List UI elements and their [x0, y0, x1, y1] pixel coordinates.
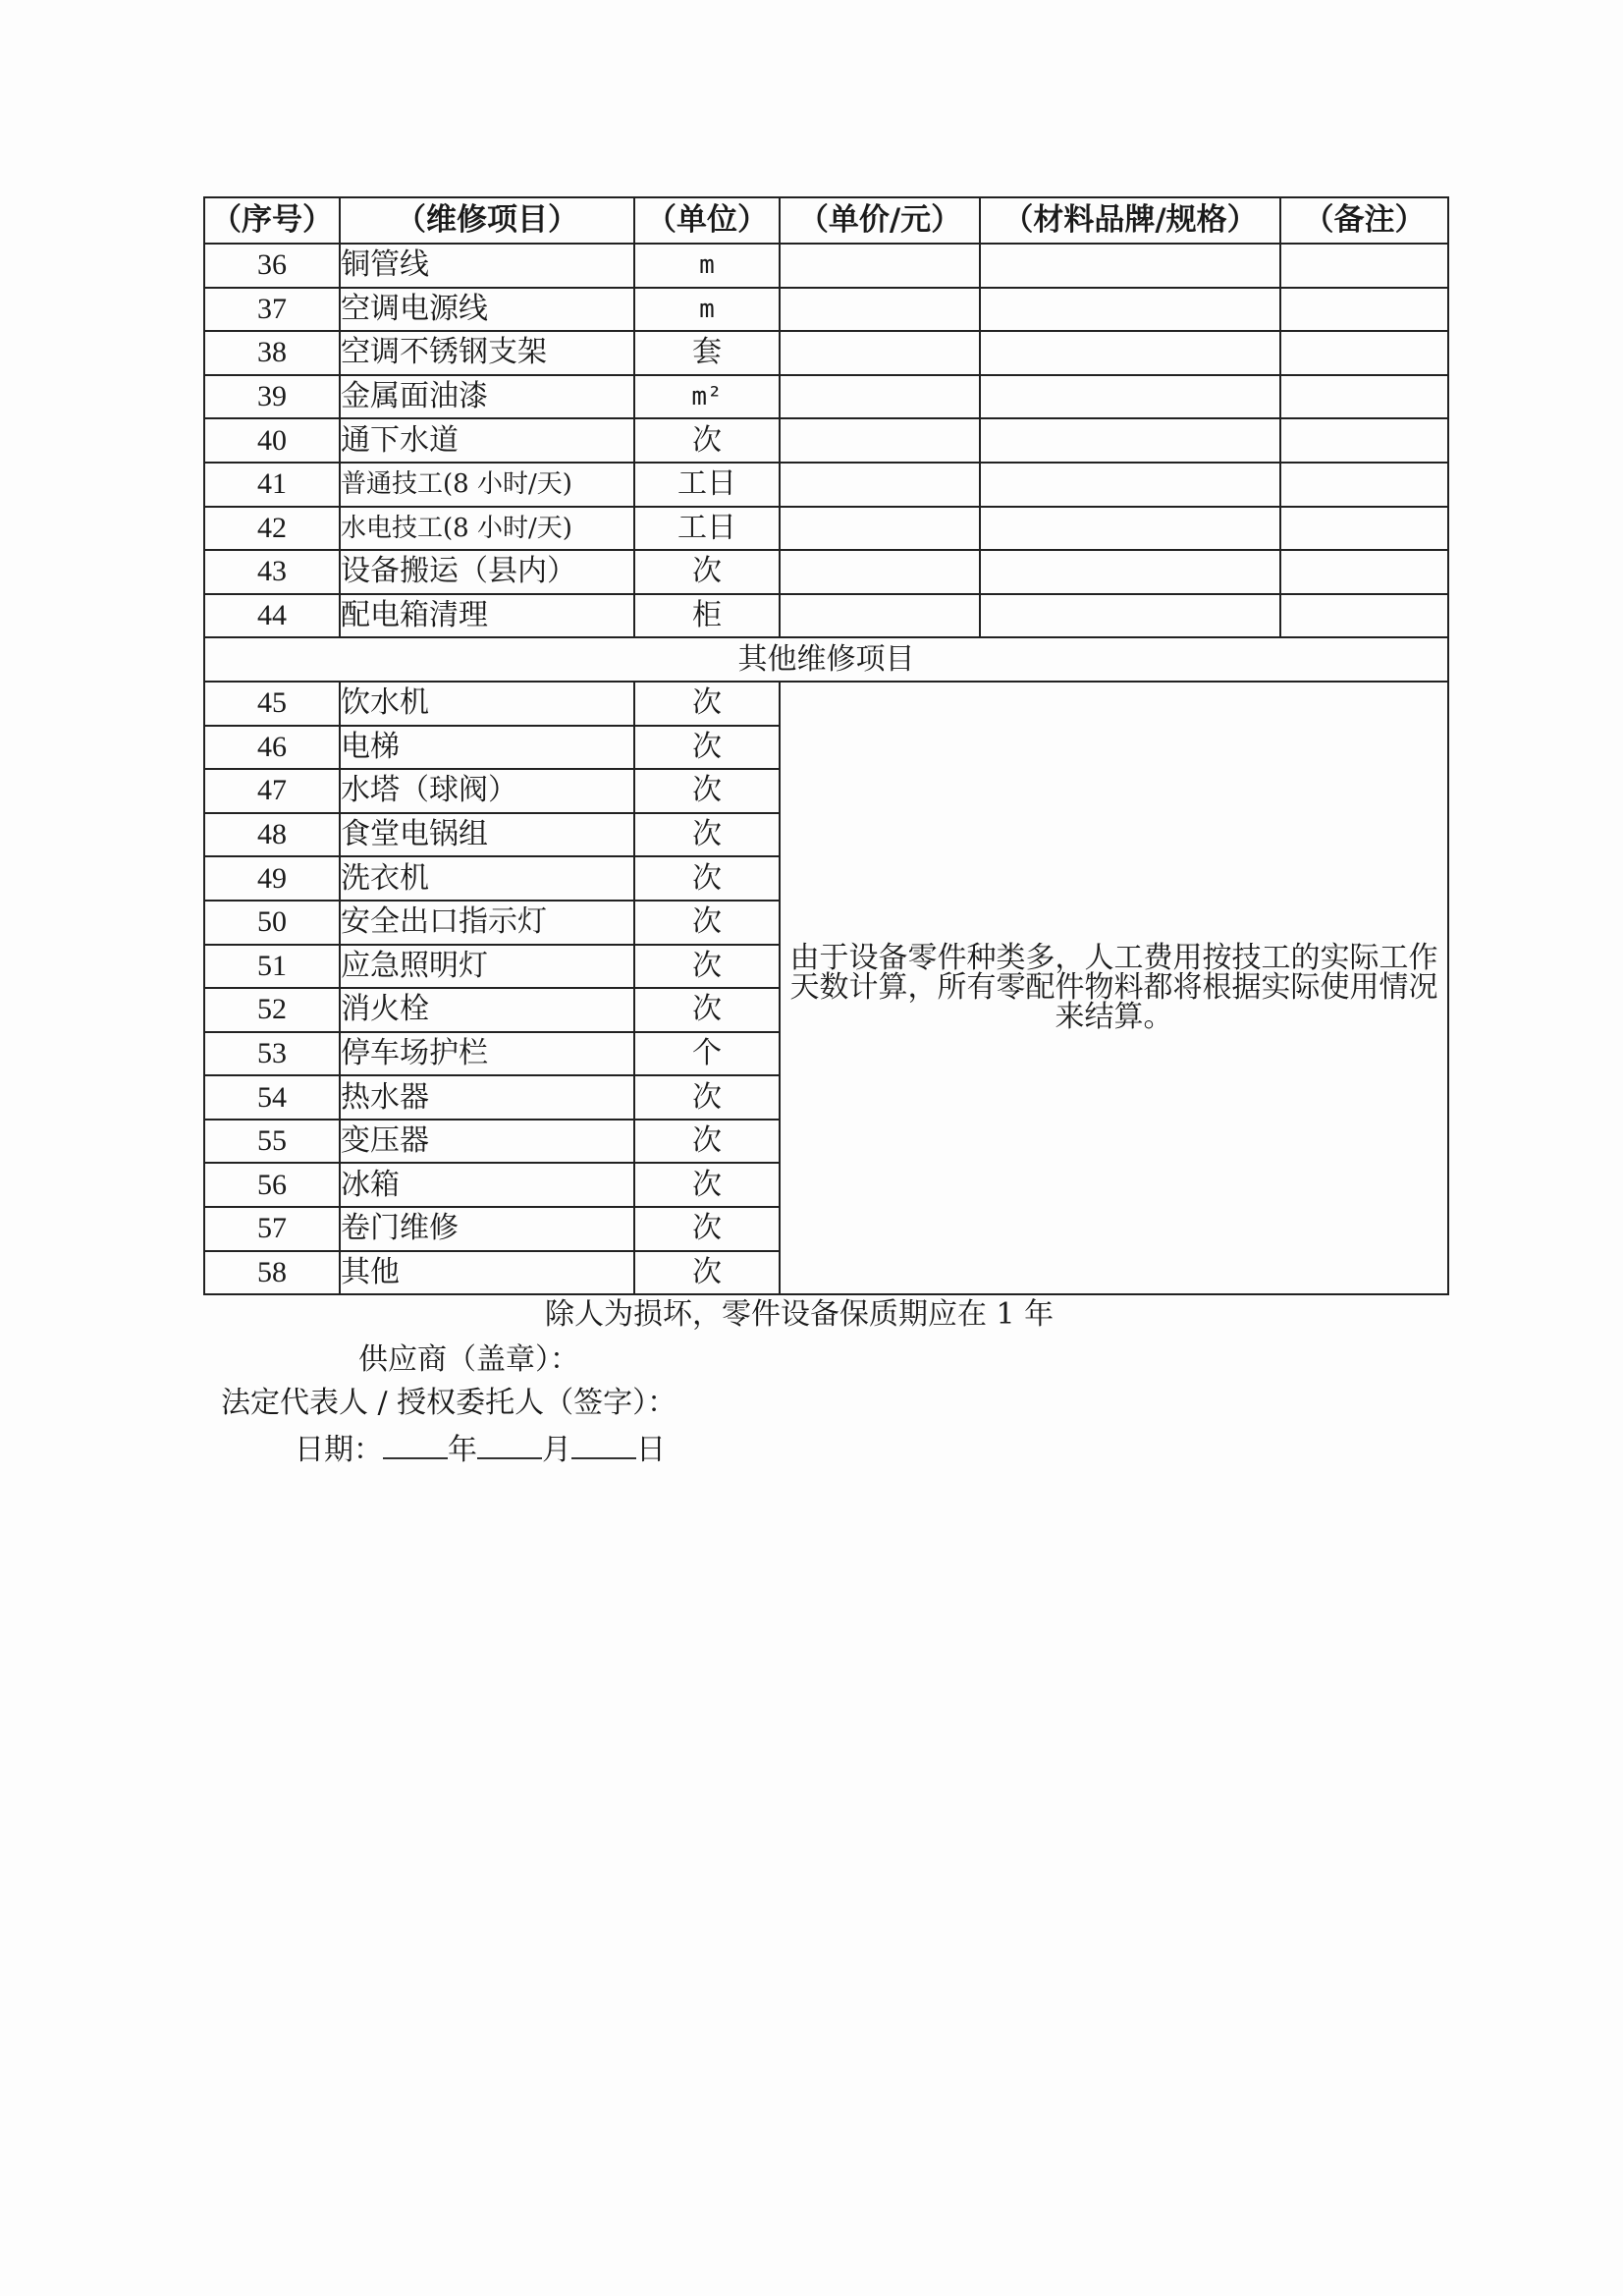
warranty-statement: 除人为损坏，零件设备保质期应在 1 年: [545, 1297, 1055, 1332]
table-row: [204, 550, 1448, 594]
row-note: [1280, 375, 1448, 419]
row-no: 40: [204, 418, 340, 463]
row-brand-spec: [980, 375, 1280, 419]
row-unit: 次: [634, 769, 780, 813]
date-line: [295, 1432, 666, 1465]
table-row: [204, 244, 1448, 288]
row-brand-spec: [980, 507, 1280, 551]
row-item: 食堂电锅组: [340, 813, 634, 857]
row-no: 42: [204, 507, 340, 551]
row-item: 冰箱: [340, 1163, 634, 1207]
row-brand-spec: [980, 331, 1280, 375]
row-item: 通下水道: [340, 418, 634, 463]
row-unit: 次: [634, 418, 780, 463]
header-no: （序号）: [204, 197, 340, 244]
header-brand-spec: （材料品牌/规格）: [980, 197, 1280, 244]
row-brand-spec: [980, 594, 1280, 638]
row-unit: 次: [634, 1163, 780, 1207]
row-brand-spec: [980, 463, 1280, 507]
row-note: [1280, 244, 1448, 288]
row-item: 普通技工(8 小时/天): [340, 463, 634, 507]
maintenance-price-table: [203, 196, 1449, 1295]
row-item: 空调电源线: [340, 288, 634, 332]
table-header-row: [204, 197, 1448, 244]
date-label: 日期：: [295, 1433, 383, 1467]
year-blank: [383, 1432, 448, 1459]
row-item: 消火栓: [340, 988, 634, 1032]
year-label: 年: [448, 1433, 477, 1467]
header-note: （备注）: [1280, 197, 1448, 244]
row-no: 58: [204, 1251, 340, 1295]
row-item: 变压器: [340, 1120, 634, 1164]
row-brand-spec: [980, 550, 1280, 594]
table-row: [204, 375, 1448, 419]
section-row: [204, 637, 1448, 682]
row-no: 37: [204, 288, 340, 332]
row-no: 55: [204, 1120, 340, 1164]
row-no: 56: [204, 1163, 340, 1207]
row-no: 44: [204, 594, 340, 638]
row-note: [1280, 550, 1448, 594]
row-unit: 工日: [634, 463, 780, 507]
row-note: [1280, 463, 1448, 507]
row-price: [780, 550, 980, 594]
row-no: 50: [204, 901, 340, 945]
day-blank: [571, 1432, 636, 1459]
day-label: 日: [636, 1433, 666, 1467]
row-no: 38: [204, 331, 340, 375]
row-item: 饮水机: [340, 682, 634, 726]
row-unit: m: [634, 244, 780, 288]
row-item: 电梯: [340, 726, 634, 770]
row-no: 36: [204, 244, 340, 288]
row-price: [780, 375, 980, 419]
row-unit: 次: [634, 1207, 780, 1251]
month-label: 月: [542, 1433, 571, 1467]
row-no: 48: [204, 813, 340, 857]
row-unit: 柜: [634, 594, 780, 638]
row-brand-spec: [980, 244, 1280, 288]
row-unit: 次: [634, 1251, 780, 1295]
row-unit: 次: [634, 945, 780, 989]
row-price: [780, 418, 980, 463]
row-note: [1280, 331, 1448, 375]
row-item: 水电技工(8 小时/天): [340, 507, 634, 551]
header-price: （单价/元）: [780, 197, 980, 244]
row-no: 43: [204, 550, 340, 594]
row-unit: 次: [634, 1075, 780, 1120]
row-no: 49: [204, 856, 340, 901]
row-price: [780, 507, 980, 551]
table-row: [204, 288, 1448, 332]
row-note: [1280, 594, 1448, 638]
row-brand-spec: [980, 288, 1280, 332]
merged-note-cell: 由于设备零件种类多，人工费用按技工的实际工作天数计算，所有零配件物料都将根据实际使用情况来结算。: [780, 682, 1448, 1294]
row-item: 热水器: [340, 1075, 634, 1120]
row-note: [1280, 507, 1448, 551]
row-item: 停车场护栏: [340, 1032, 634, 1076]
row-item: 水塔（球阀）: [340, 769, 634, 813]
row-unit: 次: [634, 682, 780, 726]
row-unit: 个: [634, 1032, 780, 1076]
row-item: 其他: [340, 1251, 634, 1295]
row-price: [780, 244, 980, 288]
table-row: [204, 594, 1448, 638]
row-item: 卷门维修: [340, 1207, 634, 1251]
table-row: [204, 331, 1448, 375]
row-price: [780, 594, 980, 638]
row-unit: 次: [634, 856, 780, 901]
row-price: [780, 331, 980, 375]
row-item: 铜管线: [340, 244, 634, 288]
row-unit: 次: [634, 726, 780, 770]
row-unit: 次: [634, 550, 780, 594]
month-blank: [477, 1432, 542, 1459]
row-price: [780, 463, 980, 507]
row-item: 安全出口指示灯: [340, 901, 634, 945]
row-item: 应急照明灯: [340, 945, 634, 989]
row-no: 46: [204, 726, 340, 770]
row-item: 配电箱清理: [340, 594, 634, 638]
row-no: 41: [204, 463, 340, 507]
row-item: 金属面油漆: [340, 375, 634, 419]
row-price: [780, 288, 980, 332]
row-unit: m: [634, 288, 780, 332]
row-no: 57: [204, 1207, 340, 1251]
row-unit: 套: [634, 331, 780, 375]
row-unit: 工日: [634, 507, 780, 551]
supplier-seal-label: 供应商（盖章）：: [358, 1342, 579, 1377]
row-unit: 次: [634, 901, 780, 945]
table-row: [204, 418, 1448, 463]
row-unit: m²: [634, 375, 780, 419]
header-item: （维修项目）: [340, 197, 634, 244]
representative-signature-label: 法定代表人 / 授权委托人（签字）：: [221, 1386, 677, 1420]
row-item: 空调不锈钢支架: [340, 331, 634, 375]
table-row: [204, 507, 1448, 551]
table-row: [204, 463, 1448, 507]
header-unit: （单位）: [634, 197, 780, 244]
row-note: [1280, 418, 1448, 463]
row-note: [1280, 288, 1448, 332]
row-unit: 次: [634, 813, 780, 857]
row-brand-spec: [980, 418, 1280, 463]
row-no: 51: [204, 945, 340, 989]
row-no: 52: [204, 988, 340, 1032]
row-no: 47: [204, 769, 340, 813]
section-title: 其他维修项目: [204, 637, 1448, 682]
table-row: [204, 682, 1448, 726]
row-no: 39: [204, 375, 340, 419]
row-unit: 次: [634, 1120, 780, 1164]
row-no: 45: [204, 682, 340, 726]
row-item: 洗衣机: [340, 856, 634, 901]
row-no: 53: [204, 1032, 340, 1076]
row-unit: 次: [634, 988, 780, 1032]
row-no: 54: [204, 1075, 340, 1120]
row-item: 设备搬运（县内）: [340, 550, 634, 594]
